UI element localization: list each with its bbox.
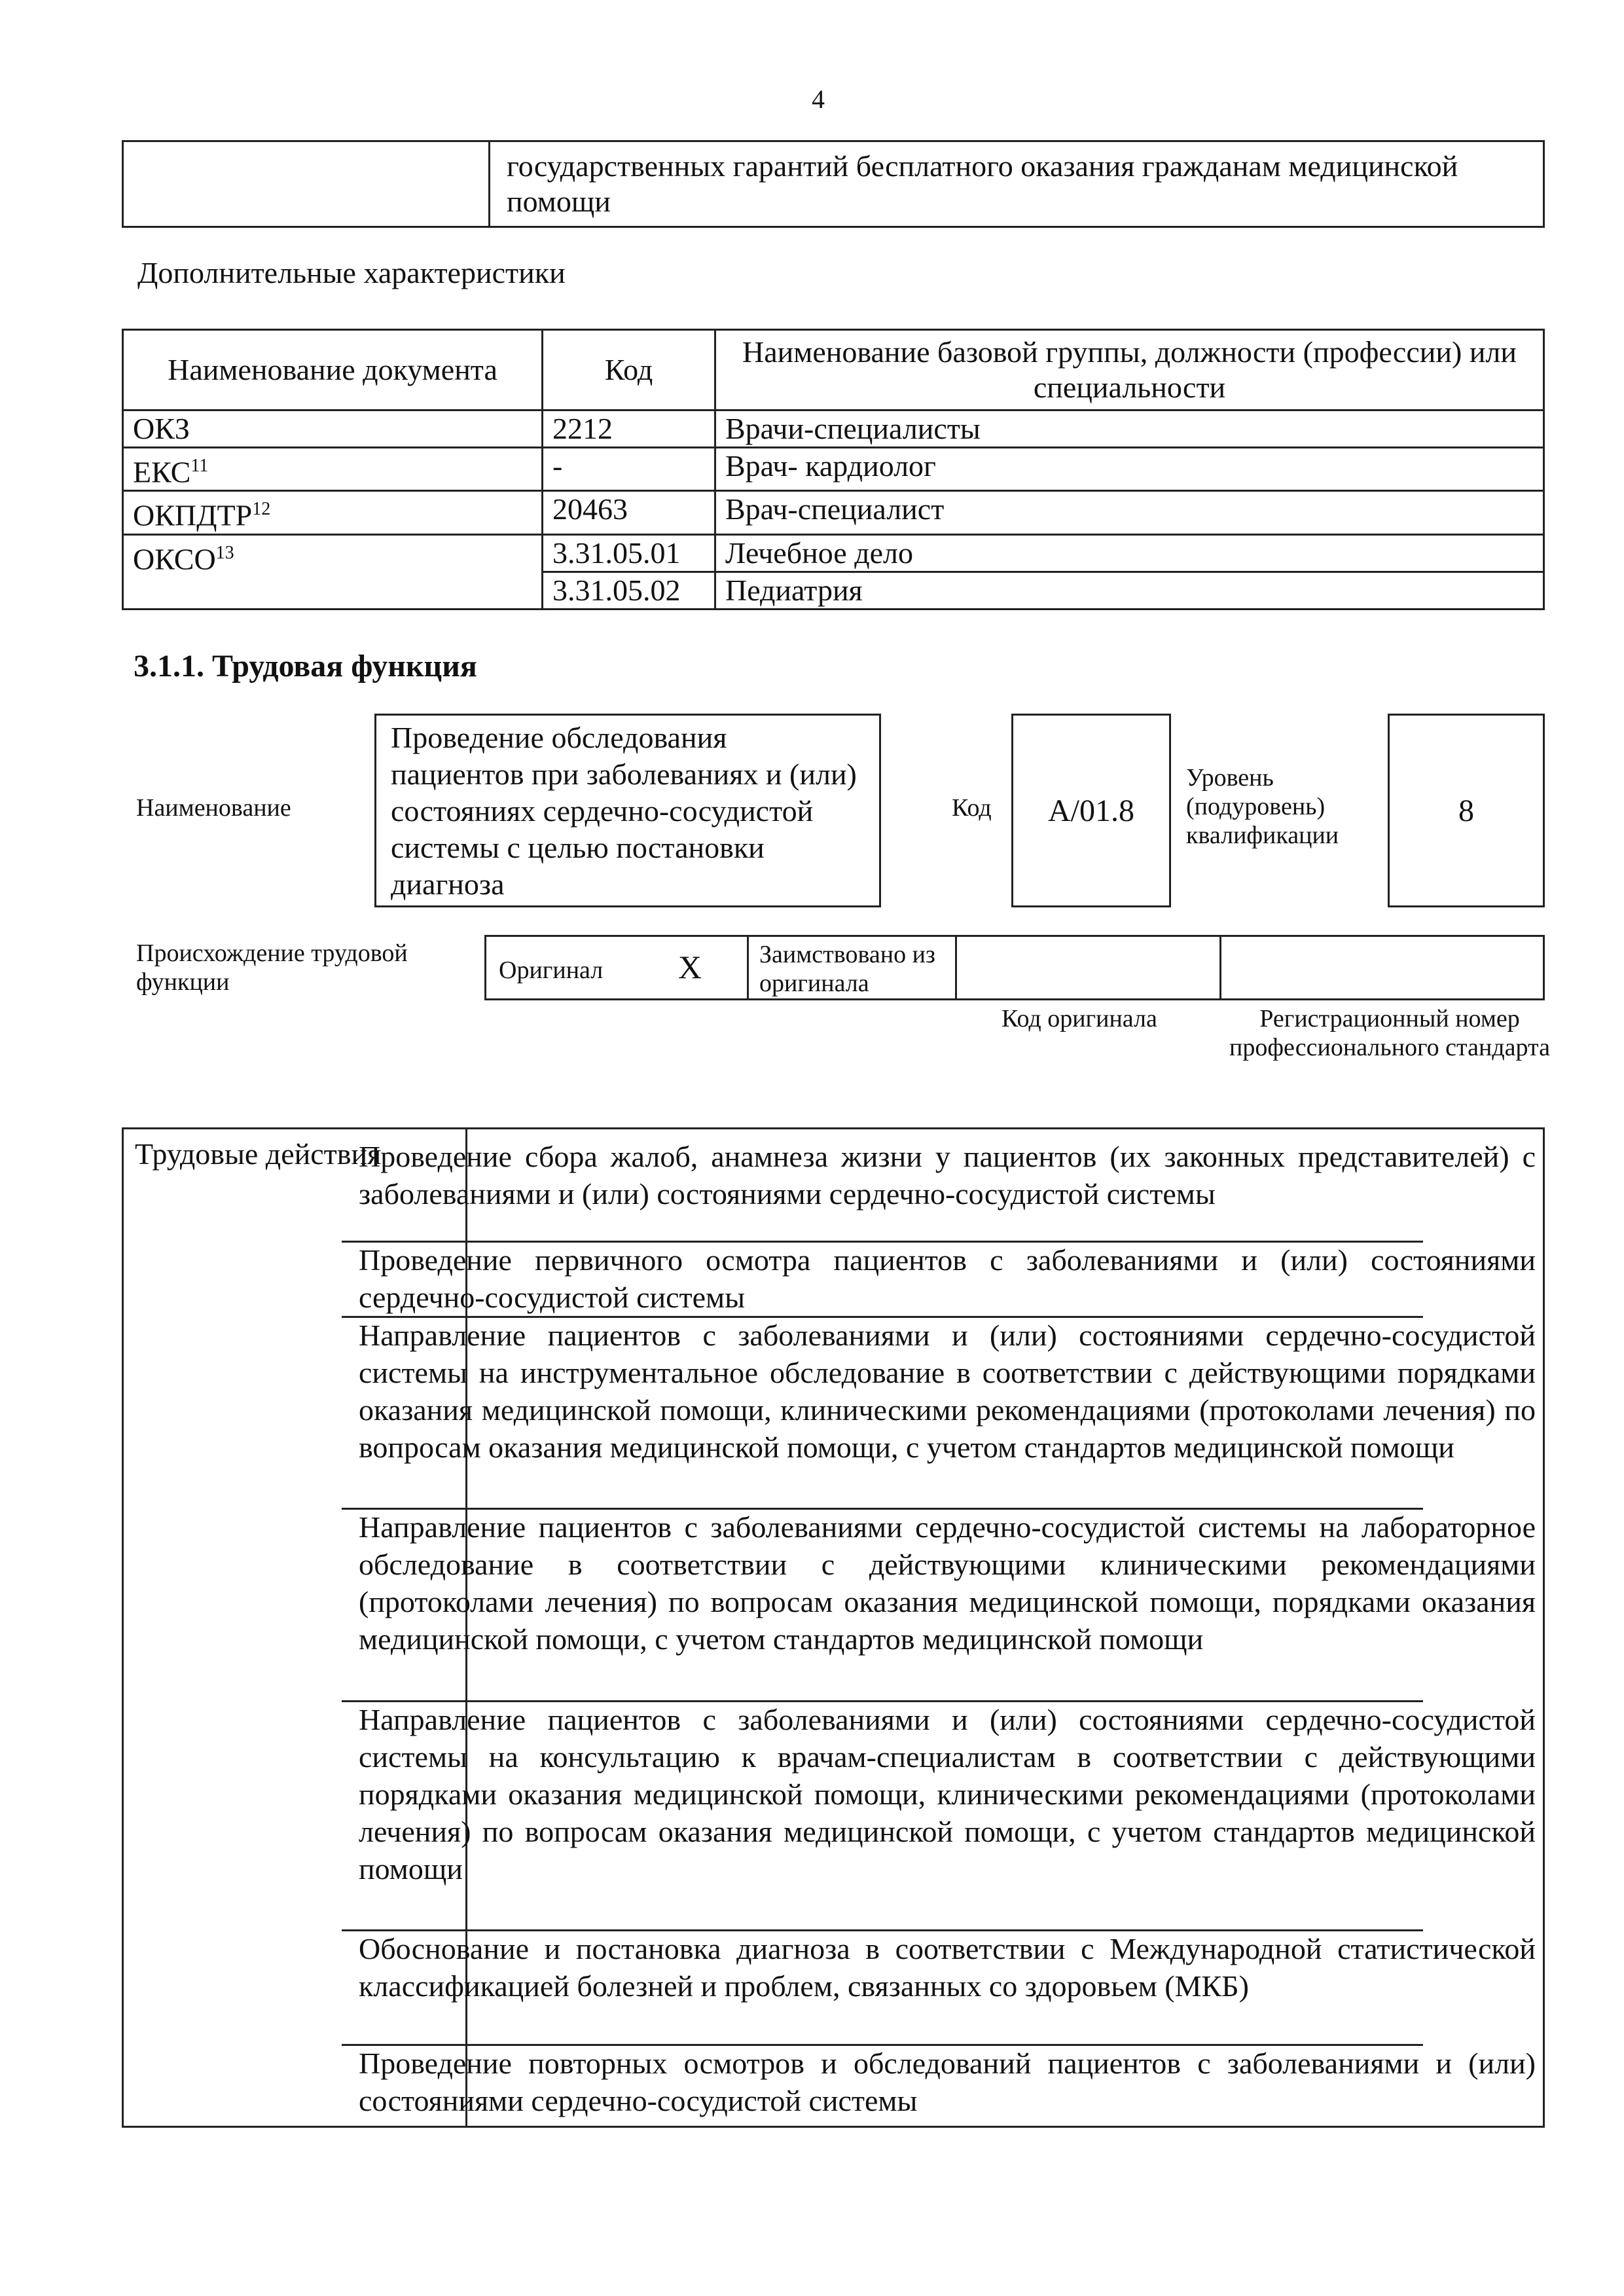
continuation-text: государственных гарантий бесплатного оказания гражданам медицинской помощи	[507, 149, 1458, 218]
page-number: 4	[812, 84, 825, 114]
group-name: Врач-специалист	[715, 491, 1544, 534]
table-row	[123, 448, 1544, 491]
origin-label: Происхождение трудовой функции	[136, 939, 408, 996]
registration-number-caption: Регистрационный номер профессионального стандарта	[1229, 1005, 1550, 1061]
level-value: 8	[1388, 714, 1545, 907]
table-row	[123, 410, 1544, 448]
doc-name: ЕКС	[133, 455, 191, 489]
labor-action-item: Проведение повторных осмотров и обследований пациентов с заболеваниями и (или) состояниями сердечно-сосудистой системы	[359, 2047, 1536, 2117]
origin-original-label: Оригинал	[499, 957, 604, 984]
origin-borrowed-label: Заимствовано из оригинала	[759, 941, 935, 997]
group-name: Врач- кардиолог	[715, 448, 1544, 491]
footnote-ref: 13	[215, 542, 234, 563]
footnote-ref: 11	[190, 456, 209, 476]
footnote-ref: 12	[252, 499, 271, 520]
labor-function-heading: 3.1.1. Трудовая функция	[134, 649, 477, 683]
level-label: Уровень (подуровень) квалификации	[1186, 764, 1339, 849]
continuation-empty-cell	[124, 142, 490, 226]
header-code: Код	[543, 330, 715, 410]
function-code-value: A/01.8	[1011, 714, 1171, 907]
original-code-caption: Код оригинала	[1001, 1005, 1157, 1032]
doc-name: ОКПДТР	[133, 498, 253, 532]
origin-divider	[1219, 937, 1221, 998]
name-label: Наименование	[136, 794, 291, 822]
group-name: Педиатрия	[715, 572, 1544, 609]
additional-characteristics-title: Дополнительные характеристики	[137, 256, 566, 289]
code-label: Код	[952, 794, 992, 822]
labor-action-item: Направление пациентов с заболеваниями сердечно-сосудистой системы на лабораторное обследование в соответствии с действующими клиническими рекомендациями (протоколами лечения) по вопросам оказания медицинской помощи, порядками оказания медицинской помощи, с учетом стандартов медицинской помощи	[359, 1510, 1536, 1656]
doc-code: -	[543, 448, 715, 491]
doc-code: 3.31.05.02	[543, 572, 715, 609]
function-name-value: Проведение обследования пациентов при заболеваниях и (или) состояниях сердечно-сосудистой системы с целью постановки диагноза	[374, 714, 881, 907]
doc-name: ОКЗ	[133, 412, 190, 445]
labor-action-item: Проведение сбора жалоб, анамнеза жизни у пациентов (их законных представителей) с заболеваниями и (или) состояниями сердечно-сосудистой системы	[359, 1140, 1536, 1211]
origin-mark: X	[678, 949, 702, 985]
continuation-table	[122, 140, 1545, 228]
header-document: Наименование документа	[123, 330, 543, 410]
origin-divider	[747, 937, 749, 998]
origin-table	[484, 935, 1545, 1000]
labor-action-item: Направление пациентов с заболеваниями и (или) состояниями сердечно-сосудистой системы на инструментальное обследование в соответствии с действующими порядками оказания медицинской помощи, клиническими рекомендациями (протоколами лечения) по вопросам оказания медицинской помощи, с учетом стандартов медицинской помощи	[359, 1319, 1536, 1464]
characteristics-table	[122, 329, 1545, 610]
doc-code: 3.31.05.01	[543, 534, 715, 572]
doc-code: 20463	[543, 491, 715, 534]
labor-action-item: Проведение первичного осмотра пациентов с заболеваниями и (или) состояниями сердечно-сосудистой системы	[359, 1243, 1536, 1314]
group-name: Врачи-специалисты	[715, 410, 1544, 448]
labor-action-item: Обоснование и постановка диагноза в соответствии с Международной статистической классификацией болезней и проблем, связанных со здоровьем (МКБ)	[359, 1932, 1536, 2003]
doc-code: 2212	[543, 410, 715, 448]
labor-actions-label: Трудовые действия	[135, 1137, 382, 1171]
table-row	[123, 491, 1544, 534]
table-row	[123, 534, 1544, 572]
labor-action-item: Направление пациентов с заболеваниями и (или) состояниями сердечно-сосудистой системы на консультацию к врачам-специалистам в соответствии с действующими порядками оказания медицинской помощи, клиническими рекомендациями (протоколами лечения) по вопросам оказания медицинской помощи, с учетом стандартов медицинской помощи	[359, 1703, 1536, 1886]
doc-name: ОКСО	[133, 541, 216, 575]
group-name: Лечебное дело	[715, 534, 1544, 572]
header-group-name: Наименование базовой группы, должности (профессии) или специальности	[715, 330, 1544, 410]
